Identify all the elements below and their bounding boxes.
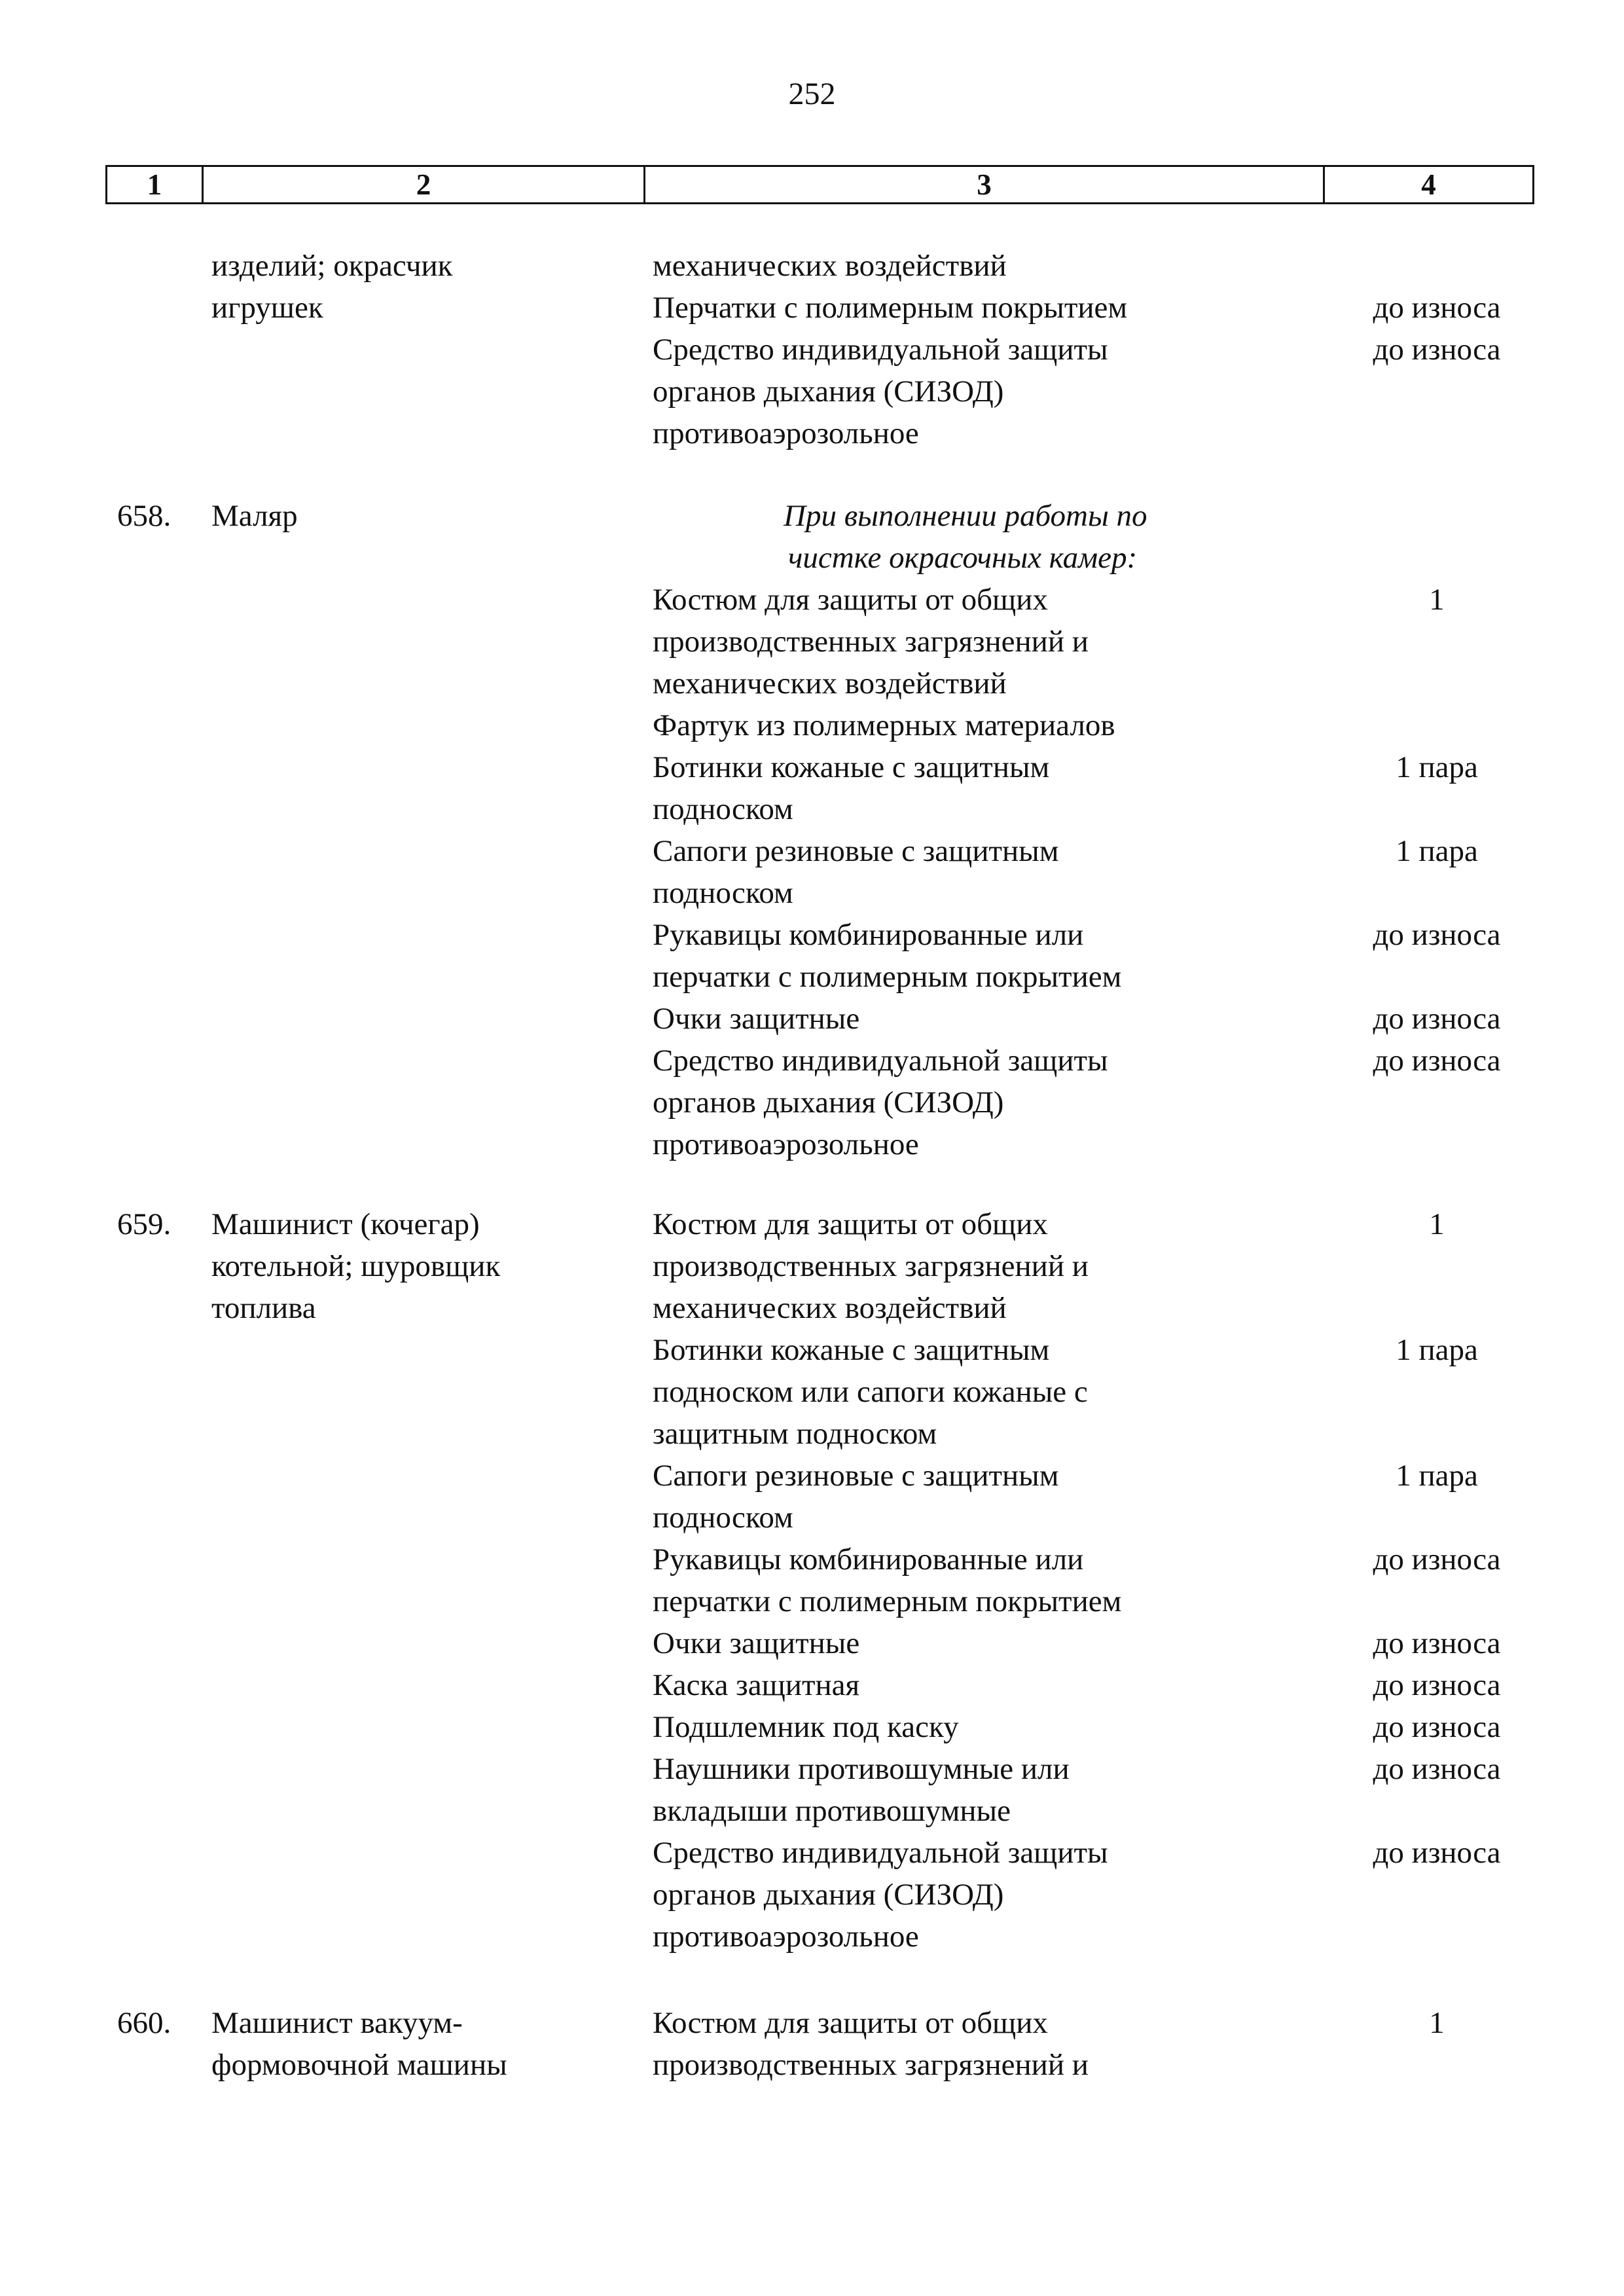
item-line: Костюм для защиты от общих (653, 1207, 1048, 1241)
row-number: 658. (117, 499, 171, 533)
item-line: Очки защитные (653, 1626, 860, 1660)
item-line: производственных загрязнений и (653, 625, 1089, 659)
item-line: противоаэрозольное (653, 416, 919, 450)
table-column-header (105, 165, 1534, 204)
item-line: Рукавицы комбинированные или (653, 1542, 1084, 1576)
column-3-header: 3 (645, 166, 1324, 204)
profession-line: Маляр (211, 499, 298, 533)
section-subheading: При выполнении работы по (784, 499, 1147, 533)
item-line: вкладыши противошумные (653, 1794, 1011, 1828)
item-norm: 1 пара (1396, 1333, 1478, 1367)
item-norm: 1 пара (1396, 834, 1478, 868)
row-number: 659. (117, 1207, 171, 1241)
profession-line: котельной; шуровщик (211, 1249, 501, 1283)
item-norm: до износа (1373, 333, 1501, 367)
item-line: противоаэрозольное (653, 1127, 919, 1161)
item-norm: до износа (1373, 291, 1501, 325)
item-line: органов дыхания (СИЗОД) (653, 1085, 1004, 1120)
profession-line: изделий; окрасчик (211, 249, 453, 283)
profession-line: топлива (211, 1291, 316, 1325)
item-line: подноском или сапоги кожаные с (653, 1375, 1088, 1409)
profession-line: Машинист (кочегар) (211, 1207, 480, 1241)
item-line: подноском (653, 792, 793, 826)
item-line: подноском (653, 876, 793, 910)
item-line: Средство индивидуальной защиты (653, 333, 1108, 367)
item-line: Наушники противошумные или (653, 1752, 1070, 1786)
item-norm: до износа (1373, 1752, 1501, 1786)
item-line: Рукавицы комбинированные или (653, 918, 1084, 952)
item-norm: до износа (1373, 1044, 1501, 1078)
item-line: органов дыхания (СИЗОД) (653, 1878, 1004, 1912)
item-line: Очки защитные (653, 1002, 860, 1036)
item-line: перчатки с полимерным покрытием (653, 960, 1122, 994)
item-norm: до износа (1373, 1002, 1501, 1036)
item-line: Средство индивидуальной защиты (653, 1836, 1108, 1870)
column-1-header: 1 (107, 166, 203, 204)
item-line: Подшлемник под каску (653, 1710, 959, 1744)
item-norm: до износа (1373, 1668, 1501, 1702)
item-line: Костюм для защиты от общих (653, 583, 1048, 617)
item-line: Перчатки с полимерным покрытием (653, 291, 1128, 325)
item-line: Сапоги резиновые с защитным (653, 834, 1059, 868)
column-2-header: 2 (203, 166, 645, 204)
item-norm: до износа (1373, 918, 1501, 952)
item-norm: до износа (1373, 1626, 1501, 1660)
item-line: механических воздействий (653, 249, 1007, 283)
item-line: органов дыхания (СИЗОД) (653, 374, 1004, 409)
item-line: подноском (653, 1501, 793, 1535)
item-norm: 1 (1429, 583, 1445, 617)
item-line: перчатки с полимерным покрытием (653, 1584, 1122, 1618)
item-norm: 1 (1429, 1207, 1445, 1241)
item-line: производственных загрязнений и (653, 1249, 1089, 1283)
item-line: Каска защитная (653, 1668, 860, 1702)
item-line: Сапоги резиновые с защитным (653, 1459, 1059, 1493)
item-line: Средство индивидуальной защиты (653, 1044, 1108, 1078)
item-line: Костюм для защиты от общих (653, 2006, 1048, 2040)
item-line: противоаэрозольное (653, 1920, 919, 1954)
row-number: 660. (117, 2006, 171, 2040)
item-line: Ботинки кожаные с защитным (653, 750, 1050, 784)
item-norm: 1 (1429, 2006, 1445, 2040)
item-line: механических воздействий (653, 1291, 1007, 1325)
item-line: Ботинки кожаные с защитным (653, 1333, 1050, 1367)
item-norm: до износа (1373, 1836, 1501, 1870)
item-line: Фартук из полимерных материалов (653, 708, 1115, 742)
item-line: защитным подноском (653, 1417, 937, 1451)
profession-line: игрушек (211, 291, 323, 325)
item-norm: 1 пара (1396, 1459, 1478, 1493)
profession-line: формовочной машины (211, 2048, 507, 2082)
section-subheading: чистке окрасочных камер: (788, 541, 1138, 575)
column-4-header: 4 (1324, 166, 1534, 204)
page-number: 252 (788, 77, 836, 111)
item-line: механических воздействий (653, 666, 1007, 701)
item-norm: до износа (1373, 1710, 1501, 1744)
profession-line: Машинист вакуум- (211, 2006, 463, 2040)
item-line: производственных загрязнений и (653, 2048, 1089, 2082)
item-norm: до износа (1373, 1542, 1501, 1576)
item-norm: 1 пара (1396, 750, 1478, 784)
